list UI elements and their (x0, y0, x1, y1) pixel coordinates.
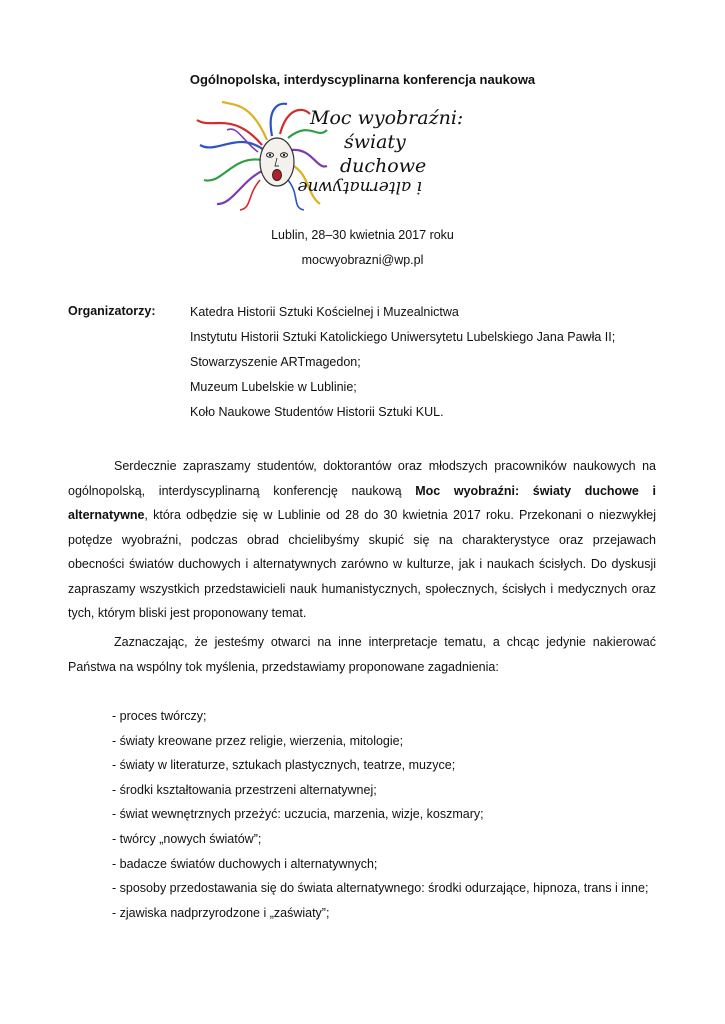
logo-title-line3: duchowe (340, 155, 427, 177)
topic-item: - proces twórczy; (112, 709, 207, 723)
topic-item: - środki kształtowania przestrzeni alternatywnej; (112, 782, 377, 797)
logo-title-line4-mirrored: i alternatywne (297, 177, 422, 197)
topic-item: - twórcy „nowych światów”; (112, 831, 262, 846)
organizer-item: Instytutu Historii Sztuki Katolickiego Uniwersytetu Lubelskiego Jana Pawła II; (190, 330, 616, 344)
topic-item: - sposoby przedostawania się do świata alternatywnego: środki odurzające, hipnoza, trans i inne; (112, 881, 649, 896)
invitation-text-end: , która odbędzie się w Lublinie od 28 do 30 kwietnia 2017 roku. Przekonani o niezwykłej potędze wyobraźni, podczas obrad chcielibyśmy skupić się na charakterystyce oraz przejawach obecności światów duchowych i alternatywnych zarówno w kulturze, jak i naukach ścisłych. Do dyskusji zapraszamy wszystkich przedstawicieli nauk humanistycznych, społecznych, ścisłych i medycznych oraz tych, którym bliski jest proponowany temat. (68, 508, 656, 620)
conference-logo (192, 100, 464, 212)
invitation-paragraph (68, 454, 656, 626)
topic-item: - świat wewnętrznych przeżyć: uczucia, marzenia, wizje, koszmary; (112, 807, 484, 822)
event-place-date: Lublin, 28–30 kwietnia 2017 roku (271, 228, 454, 242)
invitation-text-start: Serdecznie zapraszamy studentów, doktorantów oraz młodszych pracowników naukowych na ogólnopolską, interdyscyplinarną konferencję naukową (68, 459, 656, 498)
organizer-item: Katedra Historii Sztuki Kościelnej i Muzealnictwa (190, 305, 459, 319)
organizer-item: Muzeum Lubelskie w Lublinie; (190, 380, 357, 394)
organizer-item: Stowarzyszenie ARTmagedon; (190, 355, 361, 369)
logo-title-line1: Moc wyobraźni: (310, 107, 464, 129)
event-email: mocwyobrazni@wp.pl (301, 253, 424, 267)
topics-intro-paragraph: Zaznaczając, że jesteśmy otwarci na inne interpretacje tematu, a chcąc jedynie nakierować Państwa na wspólny tok myślenia, przedstawiamy proponowane zagadnienia: (68, 635, 656, 674)
organizer-item: Koło Naukowe Studentów Historii Sztuki KUL. (190, 405, 444, 419)
topic-item: - badacze światów duchowych i alternatywnych; (112, 856, 378, 871)
topic-item: - światy w literaturze, sztukach plastycznych, teatrze, muzyce; (112, 758, 456, 773)
topic-item: - zjawiska nadprzyrodzone i „zaświaty”; (112, 905, 330, 920)
conference-name-bold: Moc wyobraźni: światy duchowe i alternatywne (68, 483, 656, 522)
logo-title-line2: światy (344, 131, 406, 153)
organizers-label: Organizatorzy: (68, 304, 156, 318)
organizers-list (190, 304, 615, 429)
conference-title: Ogólnopolska, interdyscyplinarna konferencja naukowa (189, 72, 536, 87)
topic-item: - światy kreowane przez religie, wierzenia, mitologie; (112, 733, 404, 748)
topics-list (112, 707, 648, 928)
